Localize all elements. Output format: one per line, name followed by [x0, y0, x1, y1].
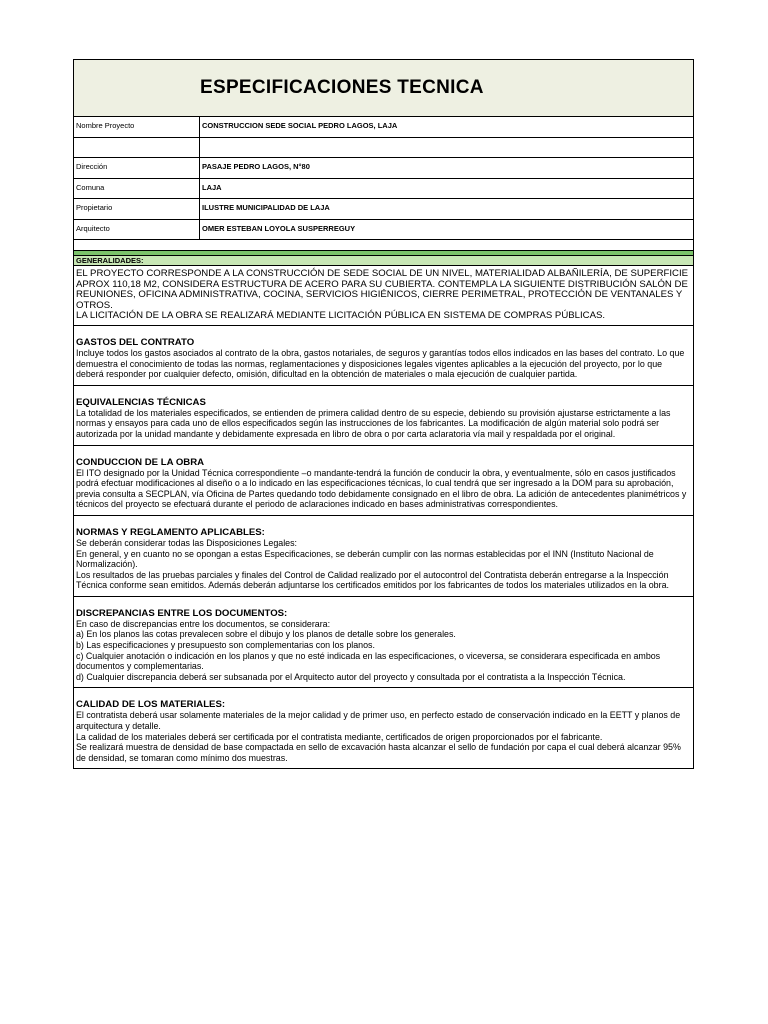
document-title: ESPECIFICACIONES TECNICA [200, 77, 484, 98]
intro-section [74, 266, 693, 326]
section-normas [74, 516, 693, 597]
generalidades-header: GENERALIDADES: [74, 256, 693, 266]
info-value: LAJA [202, 182, 222, 192]
title-row [74, 60, 693, 117]
section-calidad [74, 688, 693, 768]
section-body: En caso de discrepancias entre los documentos, se considerara: a) En los planos las cotas prevalecen sobre el dibujo y los planos de detalle sobre los generales. b) Las especificaciones y presupuesto son complementarias con los planos. c) Cualquier anotación o indicación en los planos y que no esté indicada en las especificaciones, o viceversa, se considerara especificada en ambos documentos y complementarias. d) Cualquier discrepancia deberá ser subsanada por el Arquitecto autor del proyecto y consultada por el contratista a la Inspección Técnica. [76, 618, 661, 682]
section-title: CALIDAD DE LOS MATERIALES: [76, 699, 226, 711]
section-conduccion [74, 446, 693, 516]
info-row-commune [74, 179, 693, 200]
info-label: Comuna [74, 179, 200, 199]
info-value: PASAJE PEDRO LAGOS, N°80 [202, 162, 310, 171]
info-value: OMER ESTEBAN LOYOLA SUSPERREGUY [202, 223, 356, 233]
section-equivalencias [74, 386, 693, 446]
info-row-empty [74, 138, 693, 159]
section-gastos [74, 326, 693, 386]
info-label: Dirección [74, 158, 200, 178]
section-body: El ITO designado por la Unidad Técnica correspondiente –o mandante-tendrá la función de conducir la obra, y eventualmente, sólo en casos justificados podrá efectuar modificaciones al diseño o a lo indicado en las especificaciones técnicas, lo cual tendrá que ser ingresado a la DOM para su aprobación, previa consulta a SECPLAN, vía Oficina de Partes quedando todo debidamente consignado en el libro de obra. La adición de antecedentes planimétricos y técnicos del proyecto se efectuará durante el periodo de aclaraciones indicado en bases administrativas correspondientes. [76, 467, 687, 510]
info-value: CONSTRUCCION SEDE SOCIAL PEDRO LAGOS, LAJA [202, 121, 398, 130]
info-value: ILUSTRE MUNICIPALIDAD DE LAJA [202, 203, 330, 212]
section-title: EQUIVALENCIAS TÉCNICAS [76, 396, 206, 408]
section-title: GASTOS DEL CONTRATO [76, 336, 195, 348]
info-row-address [74, 158, 693, 179]
spacer-row [74, 240, 693, 251]
section-title: NORMAS Y REGLAMENTO APLICABLES: [76, 526, 265, 538]
info-label [74, 138, 200, 158]
info-label: Arquitecto [74, 220, 200, 240]
spec-sheet [73, 59, 694, 769]
section-title: CONDUCCION DE LA OBRA [76, 456, 205, 468]
info-row-project [74, 117, 693, 138]
info-label: Propietario [74, 199, 200, 219]
info-value [200, 138, 693, 158]
section-discrepancias [74, 597, 693, 689]
section-body: La totalidad de los materiales especificados, se entienden de primera calidad dentro de su especie, debiendo su provisión ajustarse estrictamente a las normas y ensayos para cada uno de ellos especificados según las instrucciones de los fabricantes. La modificación de algún material solo podrá ser autorizada por la unidad mandante y debidamente expresada en libro de obra o por carta aclaratoria vía mail y respaldada por el original. [76, 407, 671, 439]
info-row-architect [74, 220, 693, 241]
section-body: Se deberán considerar todas las Disposiciones Legales: En general, y en cuanto no se opongan a estas Especificaciones, se deberán cumplir con las normas establecidas por el INN (Instituto Nacional de Normalización). Los resultados de las pruebas parciales y finales del Control de Calidad realizado por el autocontrol del Contratista deberán entregarse a la Inspección Técnica conforme sean emitidos. Además deberán adjuntarse los certificados emitidos por los fabricantes de todos los materiales utilizados en la obra. [76, 537, 669, 591]
section-body: Incluye todos los gastos asociados al contrato de la obra, gastos notariales, de seguros y garantías todos ellos indicados en las bases del contrato. Lo que demuestra el conocimiento de todas las normas, reglamentaciones y disposiciones legales vigentes aplicables a la ejecución del proyecto, por lo que deberá responder por cualquier defecto, omisión, dificultad en la obtención de materiales o mala ejecución de cualquier partida. [76, 347, 685, 380]
section-title: DISCREPANCIAS ENTRE LOS DOCUMENTOS: [76, 607, 288, 619]
section-body: El contratista deberá usar solamente materiales de la mejor calidad y de primer uso, en perfecto estado de conservación indicado en la EETT y planos de arquitectura y detalle. La calidad de los materiales deberá ser certificada por el contratista mediante, certificados de origen proporcionados por el fabricante. Se realizará muestra de densidad de base compactada en sello de excavación hasta alcanzar el sello de fundación por capa el cual deberá alcanzar 95% de densidad, se tomaran como mínimo dos muestras. [76, 710, 681, 763]
info-label: Nombre Proyecto [74, 117, 200, 137]
intro-text: EL PROYECTO CORRESPONDE A LA CONSTRUCCIÓN DE SEDE SOCIAL DE UN NIVEL, MATERIALIDAD ALBAÑILERÍA, DE SUPERFICIE APROX 110,18 M2, CONSIDERA ESTRUCTURA DE ACERO PARA SU CUBIERTA. CONTEMPLA LA SIGUIENTE DISTRIBUCIÓN SALÓN DE REUNIONES, OFICINA ADMINISTRATIVA, COCINA, SERVICIOS HIGIÉNICOS, CIERRE PERIMETRAL, PROTECCIÓN DE VENTANALES Y OTROS. LA LICITACIÓN DE LA OBRA SE REALIZARÁ MEDIANTE LICITACIÓN PÚBLICA EN SISTEMA DE COMPRAS PÚBLICAS. [76, 268, 689, 322]
info-row-owner [74, 199, 693, 220]
